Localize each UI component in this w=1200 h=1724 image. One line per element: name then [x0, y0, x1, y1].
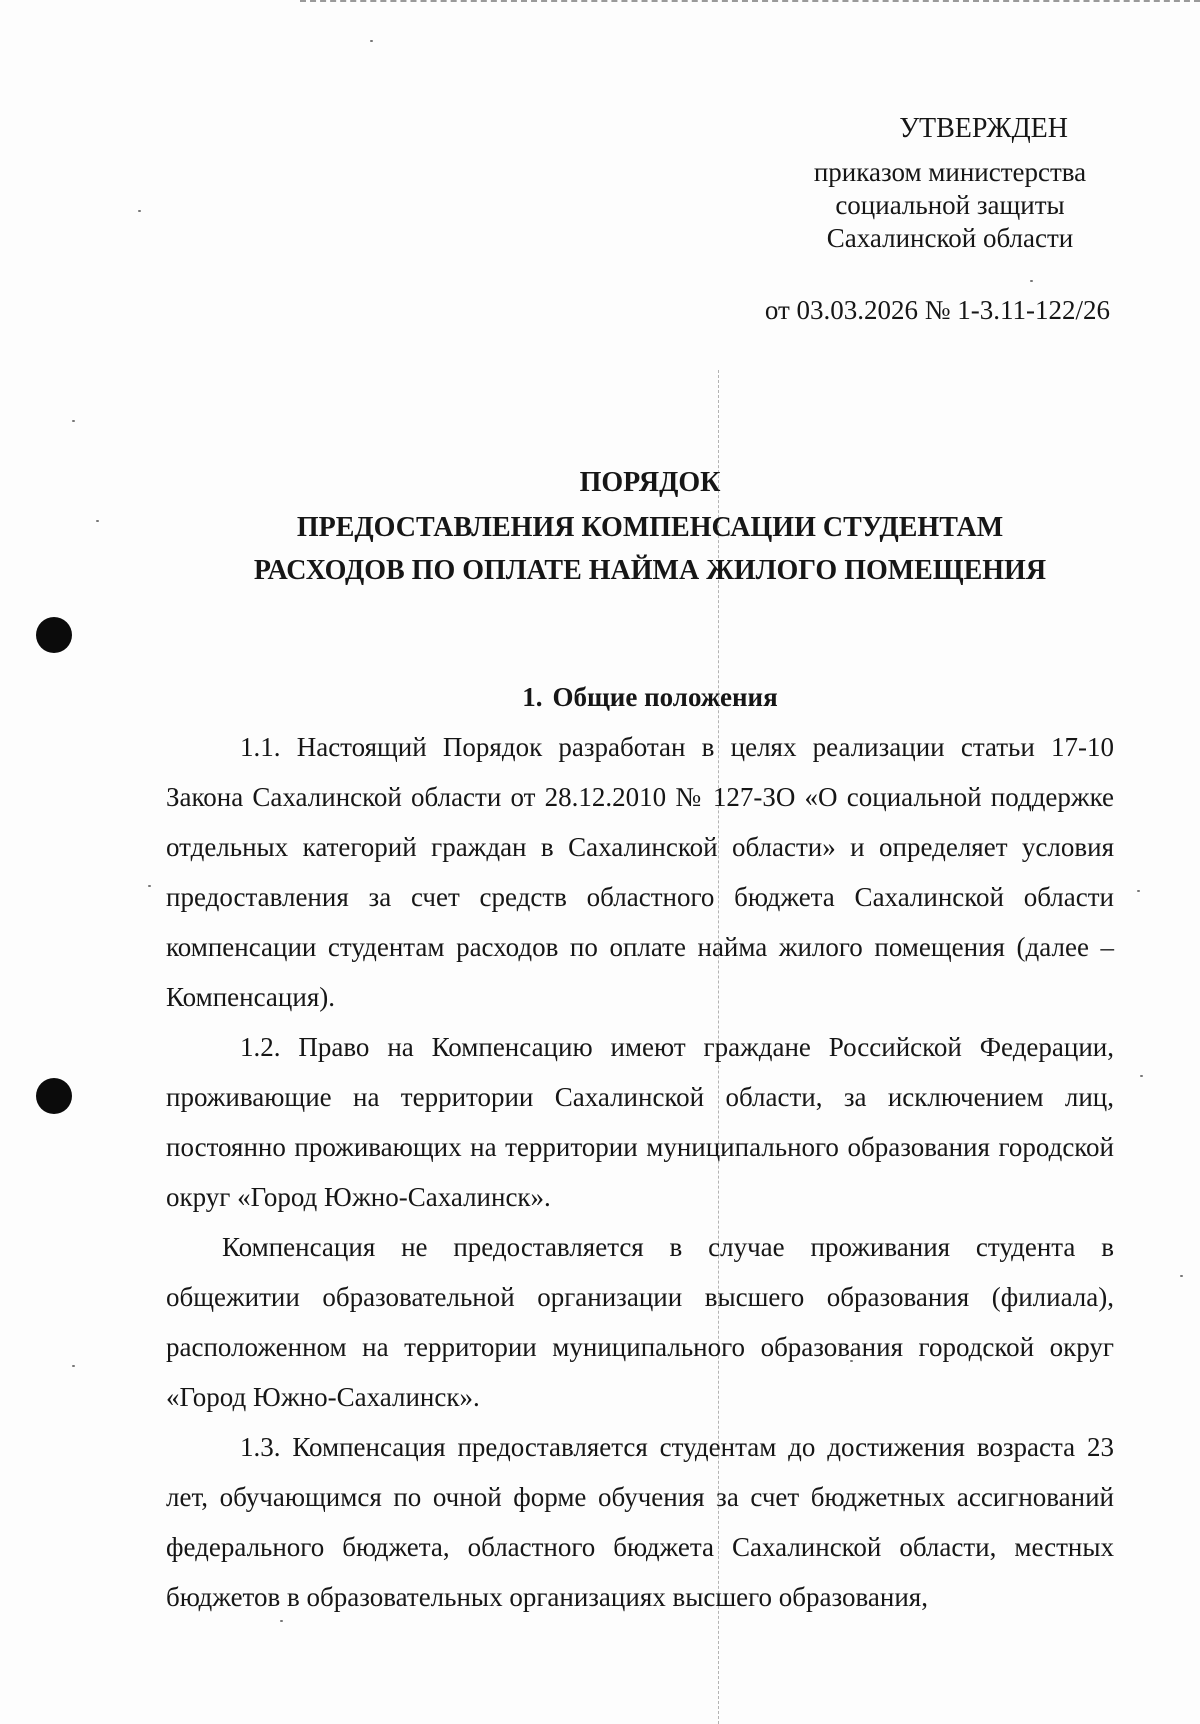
scan-speck — [1030, 280, 1033, 282]
scan-border-line — [300, 0, 1200, 2]
approval-number: от 03.03.2026 № 1-3.11-122/26 — [764, 295, 1110, 325]
scan-speck — [72, 1365, 75, 1367]
document-title — [150, 461, 1150, 592]
punch-hole-top — [36, 617, 72, 653]
approval-title: УТВЕРЖДЕН — [899, 113, 1068, 144]
paragraph-1-3: 1.3. Компенсация предоставляется студентам до достижения возраста 23 лет, обучающимся по очной форме обучения за счет бюджетных ассигнований федерального бюджета, областного бюджета Сахалинской области, местных бюджетов в образовательных организациях высшего образования, — [166, 1432, 1114, 1612]
approval-line: приказом министерства — [813, 157, 1087, 187]
scan-speck — [370, 40, 373, 42]
document-title-line: РАСХОДОВ ПО ОПЛАТЕ НАЙМА ЖИЛОГО ПОМЕЩЕНИЯ — [253, 555, 1047, 586]
punch-hole-bottom — [36, 1078, 72, 1114]
paragraph-1-1: 1.1. Настоящий Порядок разработан в целях реализации статьи 17-10 Закона Сахалинской области от 28.12.2010 № 127-ЗО «О социальной поддержке отдельных категорий граждан в Сахалинской области» и определяет условия предоставления за счет средств областного бюджета Сахалинской области компенсации студентам расходов по оплате найма жилого помещения (далее – Компенсация). — [166, 732, 1114, 1012]
document-body — [166, 722, 1114, 1622]
paragraph-1-2: 1.2. Право на Компенсацию имеют граждане Российской Федерации, проживающие на территории Сахалинской области, за исключением лиц, постоянно проживающих на территории муниципального образования городской округ «Город Южно-Сахалинск». — [166, 1032, 1114, 1212]
approval-line: социальной защиты — [835, 190, 1065, 220]
document-title-line: ПРЕДОСТАВЛЕНИЯ КОМПЕНСАЦИИ СТУДЕНТАМ — [296, 512, 1004, 543]
section-title: Общие положения — [552, 682, 778, 712]
scan-speck — [1180, 1275, 1183, 1277]
document-title-main: ПОРЯДОК — [579, 467, 721, 498]
section-heading — [150, 680, 1150, 714]
scan-speck — [72, 420, 75, 422]
scan-speck — [138, 210, 141, 212]
scan-speck — [96, 520, 99, 522]
approval-block — [780, 112, 1120, 255]
approval-line: Сахалинской области — [826, 223, 1074, 253]
scan-speck — [1140, 1075, 1143, 1077]
section-number: 1. — [522, 682, 543, 712]
paragraph-1-2-note: Компенсация не предоставляется в случае проживания студента в общежитии образовательной организации высшего образования (филиала), расположенном на территории муниципального образования городской округ «Город Южно-Сахалинск». — [166, 1232, 1114, 1412]
scan-speck — [1137, 890, 1140, 892]
scan-speck — [148, 885, 151, 887]
